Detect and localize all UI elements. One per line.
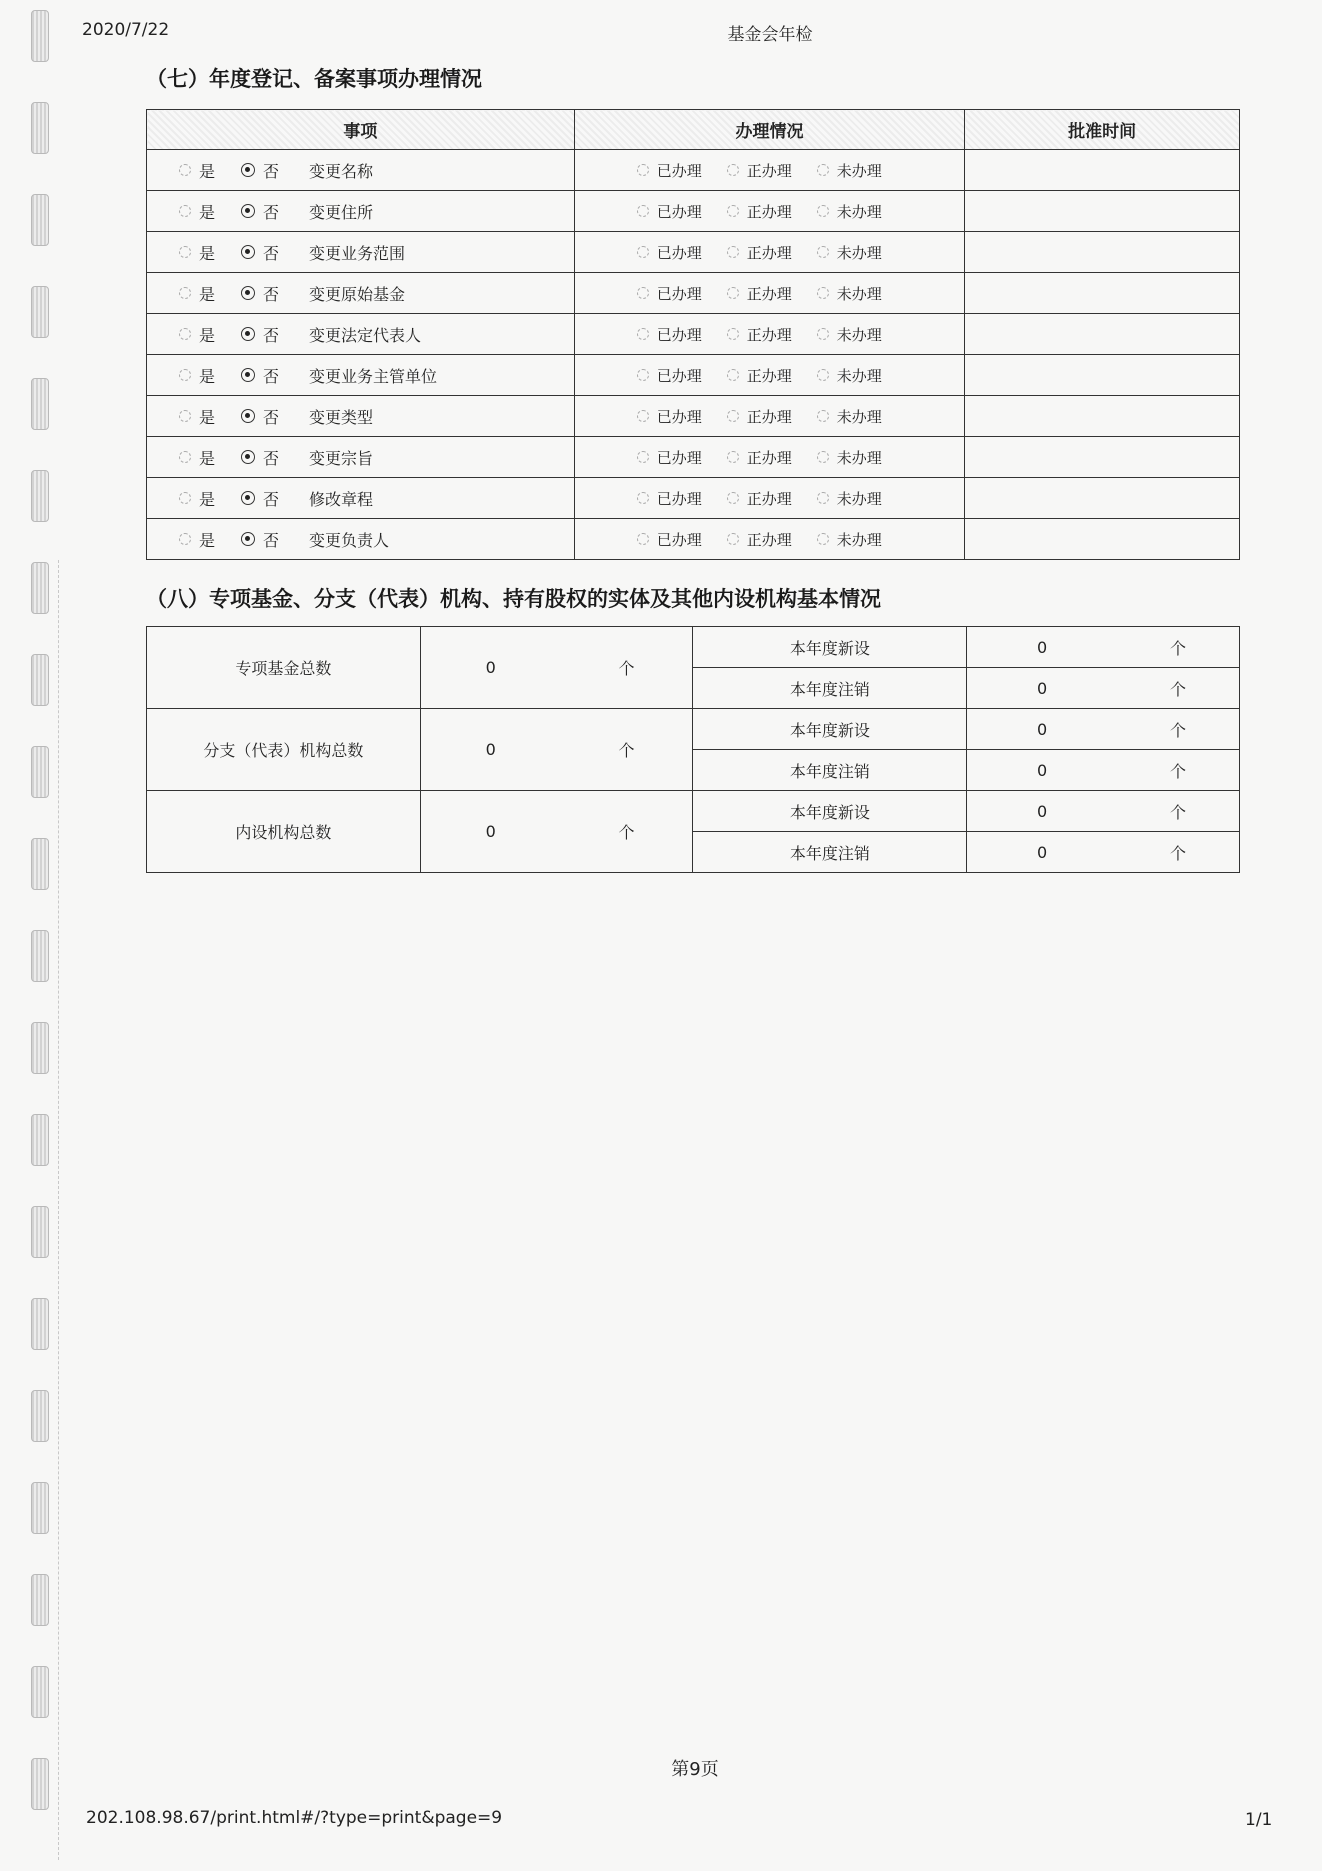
status-option-label: 未办理 (836, 530, 882, 549)
status-option[interactable] (637, 201, 727, 222)
status-option-label: 未办理 (836, 161, 882, 180)
no-option[interactable] (241, 487, 305, 510)
group-label: 专项基金总数 (147, 627, 421, 709)
yes-label: 是 (199, 325, 216, 345)
table-row (147, 627, 1240, 668)
radio-icon[interactable] (241, 163, 255, 177)
yes-option[interactable] (179, 323, 241, 346)
group-label: 内设机构总数 (147, 791, 421, 873)
status-option-label: 已办理 (656, 284, 702, 303)
status-option-label: 未办理 (836, 448, 882, 467)
status-cell (574, 273, 964, 314)
perforation-hole (31, 930, 49, 982)
status-option[interactable] (817, 488, 907, 509)
yes-option[interactable] (179, 159, 241, 182)
perforation-hole (31, 194, 49, 246)
status-cell (574, 191, 964, 232)
status-option-label: 已办理 (656, 202, 702, 221)
status-option-label: 正办理 (746, 489, 792, 508)
item-label: 修改章程 (309, 489, 374, 509)
status-cell (574, 355, 964, 396)
yes-label: 是 (199, 407, 216, 427)
radio-icon[interactable] (179, 164, 191, 176)
group-label: 分支（代表）机构总数 (147, 709, 421, 791)
radio-icon[interactable] (637, 533, 649, 545)
no-label: 否 (263, 448, 280, 468)
item-label: 变更法定代表人 (309, 325, 422, 345)
status-cell (574, 150, 964, 191)
status-option-label: 正办理 (746, 530, 792, 549)
status-option[interactable] (727, 201, 817, 222)
radio-icon[interactable] (817, 451, 829, 463)
perforation-hole (31, 1482, 49, 1534)
perforation-hole (31, 1390, 49, 1442)
status-option[interactable] (727, 488, 817, 509)
perforation-hole (31, 1022, 49, 1074)
perforation-hole (31, 838, 49, 890)
radio-icon[interactable] (241, 532, 255, 546)
yes-option[interactable] (179, 528, 241, 551)
sub-unit: 个 (1117, 791, 1239, 832)
no-option[interactable] (241, 323, 305, 346)
radio-icon[interactable] (637, 246, 649, 258)
page-count: 1/1 (1245, 1810, 1273, 1830)
radio-icon[interactable] (817, 205, 829, 217)
status-option-label: 未办理 (836, 202, 882, 221)
status-option-label: 未办理 (836, 489, 882, 508)
radio-icon[interactable] (241, 327, 255, 341)
status-option[interactable] (727, 406, 817, 427)
approval-time-cell (965, 314, 1240, 355)
radio-icon[interactable] (179, 492, 191, 504)
page-number: 第9页 (671, 1759, 719, 1780)
document-title (0, 20, 1322, 45)
status-option-label: 已办理 (656, 489, 702, 508)
col-header-approval-time: 批准时间 (965, 110, 1240, 150)
status-option[interactable] (727, 160, 817, 181)
status-option-label: 已办理 (656, 448, 702, 467)
perforation-hole (31, 1298, 49, 1350)
status-option-label: 已办理 (656, 530, 702, 549)
table-row (147, 355, 1240, 396)
yes-label: 是 (199, 489, 216, 509)
sub-value: 0 (967, 709, 1117, 750)
status-cell (574, 519, 964, 560)
radio-icon[interactable] (727, 164, 739, 176)
item-cell (147, 314, 575, 355)
status-cell (574, 232, 964, 273)
approval-time-cell (965, 519, 1240, 560)
status-option-label: 正办理 (746, 202, 792, 221)
item-cell (147, 396, 575, 437)
radio-icon[interactable] (637, 328, 649, 340)
approval-time-cell (965, 437, 1240, 478)
sub-label: 本年度新设 (693, 791, 967, 832)
status-option[interactable] (817, 406, 907, 427)
status-option[interactable] (637, 447, 727, 468)
sub-unit: 个 (1117, 709, 1239, 750)
item-label: 变更类型 (309, 407, 374, 427)
status-option[interactable] (817, 324, 907, 345)
table-row (147, 791, 1240, 832)
table-row (147, 478, 1240, 519)
status-option-label: 正办理 (746, 448, 792, 467)
group-total: 0 (420, 627, 560, 709)
sub-unit: 个 (1117, 832, 1239, 873)
status-option[interactable] (817, 242, 907, 263)
radio-icon[interactable] (817, 328, 829, 340)
status-option[interactable] (637, 406, 727, 427)
radio-icon[interactable] (727, 369, 739, 381)
yes-option[interactable] (179, 446, 241, 469)
no-label: 否 (263, 284, 280, 304)
radio-icon[interactable] (727, 533, 739, 545)
sub-value: 0 (967, 832, 1117, 873)
radio-icon[interactable] (179, 246, 191, 258)
perforation-hole (31, 1114, 49, 1166)
col-header-item: 事项 (147, 110, 575, 150)
perforation-hole (31, 654, 49, 706)
radio-icon[interactable] (817, 369, 829, 381)
status-option[interactable] (817, 365, 907, 386)
radio-icon[interactable] (637, 205, 649, 217)
item-cell (147, 478, 575, 519)
sub-label: 本年度注销 (693, 832, 967, 873)
item-cell (147, 437, 575, 478)
radio-icon[interactable] (817, 246, 829, 258)
radio-icon[interactable] (727, 205, 739, 217)
no-option[interactable] (241, 282, 305, 305)
radio-icon[interactable] (241, 368, 255, 382)
yes-label: 是 (199, 161, 216, 181)
no-label: 否 (263, 161, 280, 181)
perforation-line (58, 560, 59, 1860)
radio-icon[interactable] (817, 492, 829, 504)
sub-label: 本年度注销 (693, 750, 967, 791)
radio-icon[interactable] (241, 286, 255, 300)
radio-icon[interactable] (637, 492, 649, 504)
status-option[interactable] (637, 365, 727, 386)
approval-time-cell (965, 150, 1240, 191)
status-option-label: 已办理 (656, 161, 702, 180)
item-label: 变更负责人 (309, 530, 390, 550)
yes-option[interactable] (179, 364, 241, 387)
status-option[interactable] (727, 324, 817, 345)
status-option-label: 正办理 (746, 161, 792, 180)
radio-icon[interactable] (179, 410, 191, 422)
perforation-hole (31, 1666, 49, 1718)
item-cell (147, 355, 575, 396)
no-label: 否 (263, 530, 280, 550)
status-option-label: 已办理 (656, 325, 702, 344)
status-option-label: 正办理 (746, 325, 792, 344)
table-row (147, 519, 1240, 560)
yes-label: 是 (199, 202, 216, 222)
radio-icon[interactable] (727, 328, 739, 340)
status-option[interactable] (637, 529, 727, 550)
section7-title: （七）年度登记、备案事项办理情况 (146, 67, 482, 91)
radio-icon[interactable] (241, 409, 255, 423)
yes-option[interactable] (179, 200, 241, 223)
status-option-label: 已办理 (656, 407, 702, 426)
radio-icon[interactable] (637, 164, 649, 176)
approval-time-cell (965, 396, 1240, 437)
registration-items-table (146, 109, 1240, 560)
radio-icon[interactable] (637, 369, 649, 381)
table-header-row (147, 110, 1240, 150)
no-option[interactable] (241, 446, 305, 469)
yes-option[interactable] (179, 487, 241, 510)
radio-icon[interactable] (727, 287, 739, 299)
no-label: 否 (263, 325, 280, 345)
status-cell (574, 437, 964, 478)
yes-label: 是 (199, 448, 216, 468)
table-row (147, 437, 1240, 478)
table-row (147, 314, 1240, 355)
radio-icon[interactable] (241, 245, 255, 259)
group-total: 0 (420, 791, 560, 873)
table-row (147, 232, 1240, 273)
status-option[interactable] (727, 283, 817, 304)
yes-label: 是 (199, 530, 216, 550)
group-unit: 个 (561, 627, 693, 709)
item-label: 变更宗旨 (309, 448, 374, 468)
status-option-label: 已办理 (656, 243, 702, 262)
radio-icon[interactable] (637, 287, 649, 299)
tractor-feed-strip (28, 10, 52, 1865)
no-label: 否 (263, 366, 280, 386)
sub-value: 0 (967, 750, 1117, 791)
item-label: 变更原始基金 (309, 284, 406, 304)
status-option-label: 正办理 (746, 284, 792, 303)
perforation-hole (31, 1206, 49, 1258)
col-header-status: 办理情况 (574, 110, 964, 150)
sub-label: 本年度新设 (693, 627, 967, 668)
sub-label: 本年度注销 (693, 668, 967, 709)
radio-icon[interactable] (179, 287, 191, 299)
document-title-text: 基金会年检 (727, 25, 813, 45)
approval-time-cell (965, 273, 1240, 314)
item-cell (147, 150, 575, 191)
group-total: 0 (420, 709, 560, 791)
approval-time-cell (965, 478, 1240, 519)
radio-icon[interactable] (817, 287, 829, 299)
status-option[interactable] (817, 283, 907, 304)
perforation-hole (31, 562, 49, 614)
status-option-label: 已办理 (656, 366, 702, 385)
radio-icon[interactable] (637, 410, 649, 422)
perforation-hole (31, 746, 49, 798)
no-option[interactable] (241, 405, 305, 428)
status-option-label: 未办理 (836, 366, 882, 385)
sub-unit: 个 (1117, 627, 1239, 668)
status-cell (574, 478, 964, 519)
status-option-label: 未办理 (836, 284, 882, 303)
yes-option[interactable] (179, 241, 241, 264)
section8-title: （八）专项基金、分支（代表）机构、持有股权的实体及其他内设机构基本情况 (146, 587, 881, 611)
no-option[interactable] (241, 364, 305, 387)
item-label: 变更业务主管单位 (309, 366, 438, 386)
yes-label: 是 (199, 243, 216, 263)
no-label: 否 (263, 407, 280, 427)
no-label: 否 (263, 489, 280, 509)
print-date: 2020/7/22 (82, 20, 170, 40)
radio-icon[interactable] (179, 369, 191, 381)
radio-icon[interactable] (727, 410, 739, 422)
table-row (147, 709, 1240, 750)
radio-icon[interactable] (637, 451, 649, 463)
table-row (147, 273, 1240, 314)
status-option[interactable] (727, 529, 817, 550)
radio-icon[interactable] (179, 205, 191, 217)
perforation-hole (31, 1574, 49, 1626)
institutions-table (146, 626, 1240, 873)
yes-label: 是 (199, 366, 216, 386)
approval-time-cell (965, 355, 1240, 396)
no-label: 否 (263, 202, 280, 222)
status-option-label: 未办理 (836, 407, 882, 426)
yes-option[interactable] (179, 405, 241, 428)
status-option[interactable] (637, 160, 727, 181)
table-row (147, 150, 1240, 191)
group-unit: 个 (561, 791, 693, 873)
status-option[interactable] (727, 242, 817, 263)
radio-icon[interactable] (817, 410, 829, 422)
item-cell (147, 232, 575, 273)
table-row (147, 396, 1240, 437)
yes-option[interactable] (179, 282, 241, 305)
sub-value: 0 (967, 668, 1117, 709)
status-option-label: 正办理 (746, 407, 792, 426)
radio-icon[interactable] (727, 246, 739, 258)
status-option[interactable] (817, 529, 907, 550)
radio-icon[interactable] (727, 492, 739, 504)
radio-icon[interactable] (179, 451, 191, 463)
item-label: 变更住所 (309, 202, 374, 222)
status-cell (574, 314, 964, 355)
item-label: 变更业务范围 (309, 243, 406, 263)
perforation-hole (31, 286, 49, 338)
radio-icon[interactable] (727, 451, 739, 463)
perforation-hole (31, 470, 49, 522)
group-unit: 个 (561, 709, 693, 791)
no-option[interactable] (241, 528, 305, 551)
perforation-hole (31, 102, 49, 154)
status-cell (574, 396, 964, 437)
status-option[interactable] (637, 283, 727, 304)
radio-icon[interactable] (241, 204, 255, 218)
status-option-label: 未办理 (836, 243, 882, 262)
no-label: 否 (263, 243, 280, 263)
item-cell (147, 273, 575, 314)
status-option[interactable] (727, 447, 817, 468)
no-option[interactable] (241, 159, 305, 182)
yes-label: 是 (199, 284, 216, 304)
status-option[interactable] (637, 242, 727, 263)
no-option[interactable] (241, 200, 305, 223)
radio-icon[interactable] (241, 450, 255, 464)
status-option[interactable] (637, 488, 727, 509)
sub-unit: 个 (1117, 668, 1239, 709)
table-row (147, 191, 1240, 232)
approval-time-cell (965, 191, 1240, 232)
radio-icon[interactable] (179, 533, 191, 545)
status-option-label: 正办理 (746, 243, 792, 262)
item-cell (147, 519, 575, 560)
status-option[interactable] (817, 447, 907, 468)
status-option[interactable] (817, 201, 907, 222)
sub-unit: 个 (1117, 750, 1239, 791)
perforation-hole (31, 378, 49, 430)
radio-icon[interactable] (817, 533, 829, 545)
status-option[interactable] (637, 324, 727, 345)
approval-time-cell (965, 232, 1240, 273)
item-cell (147, 191, 575, 232)
radio-icon[interactable] (817, 164, 829, 176)
item-label: 变更名称 (309, 161, 374, 181)
sub-value: 0 (967, 791, 1117, 832)
radio-icon[interactable] (241, 491, 255, 505)
no-option[interactable] (241, 241, 305, 264)
sub-value: 0 (967, 627, 1117, 668)
status-option[interactable] (727, 365, 817, 386)
status-option[interactable] (817, 160, 907, 181)
status-option-label: 未办理 (836, 325, 882, 344)
print-url: 202.108.98.67/print.html#/?type=print&page=9 (86, 1808, 503, 1828)
status-option-label: 正办理 (746, 366, 792, 385)
radio-icon[interactable] (179, 328, 191, 340)
sub-label: 本年度新设 (693, 709, 967, 750)
